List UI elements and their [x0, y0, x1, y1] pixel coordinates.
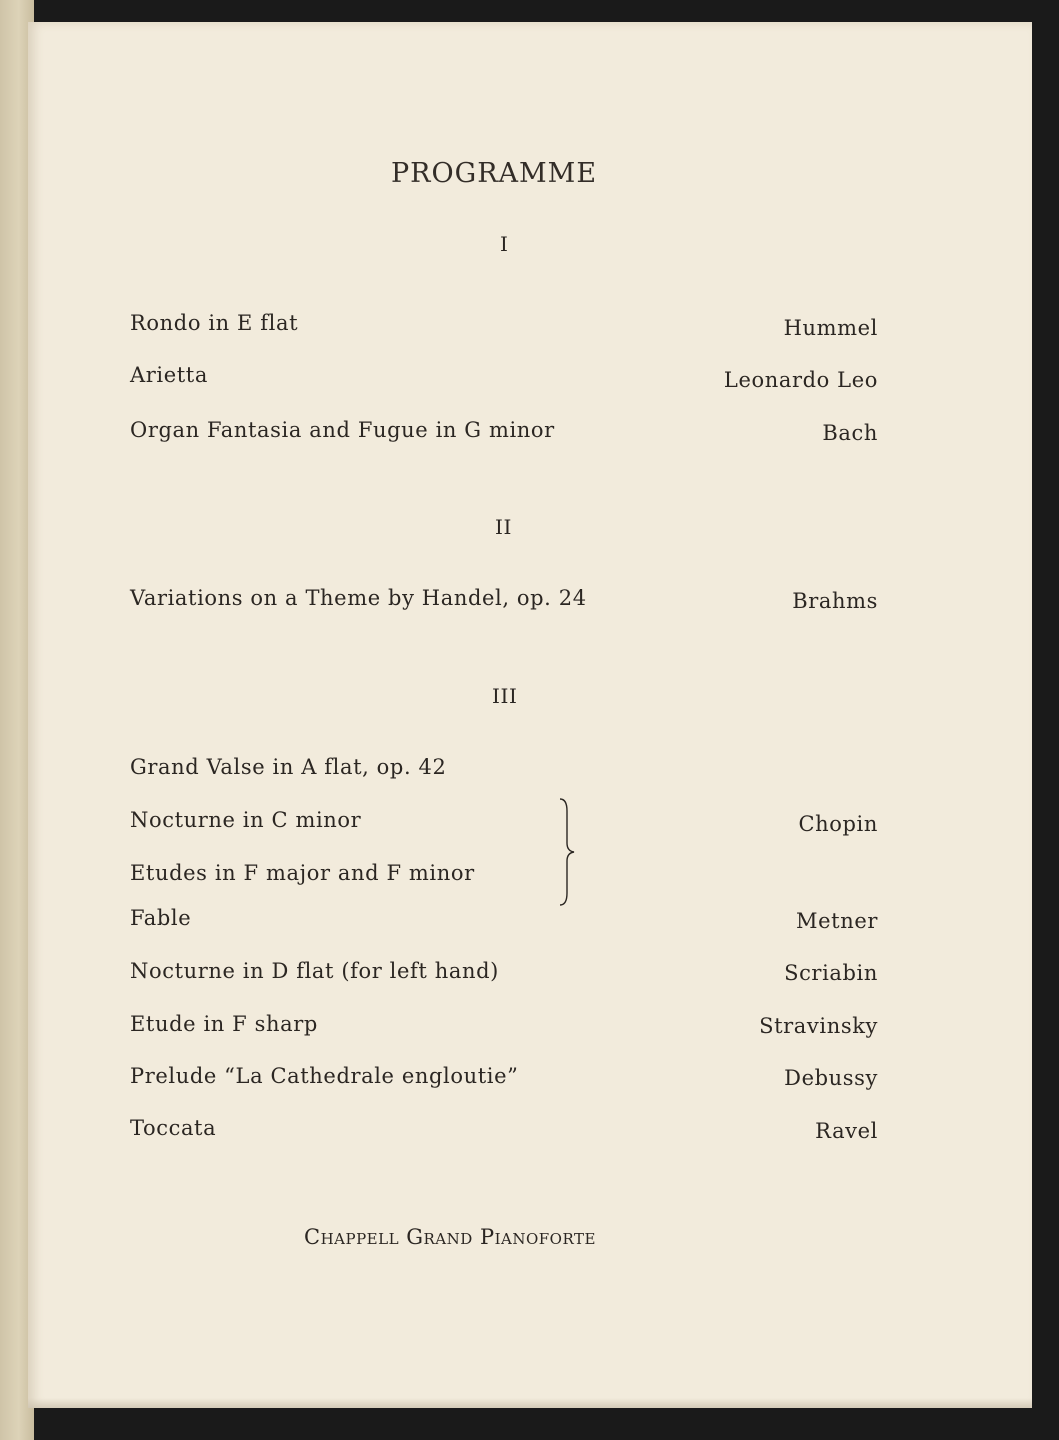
section-numeral-3: III: [492, 684, 518, 708]
programme-composer: Bach: [822, 421, 878, 445]
section-numeral-1: I: [500, 232, 509, 256]
programme-composer: Brahms: [792, 589, 878, 613]
programme-piece: Arietta: [130, 363, 208, 387]
programme-piece: Nocturne in D flat (for left hand): [130, 959, 499, 983]
page-title: PROGRAMME: [391, 158, 598, 189]
programme-piece: Rondo in E flat: [130, 311, 299, 335]
programme-page: [28, 22, 1032, 1408]
programme-piece: Etude in F sharp: [130, 1012, 318, 1036]
programme-piece: Grand Valse in A flat, op. 42: [130, 755, 447, 779]
programme-piece: Variations on a Theme by Handel, op. 24: [130, 586, 587, 610]
programme-composer: Stravinsky: [759, 1014, 878, 1038]
section-numeral-2: II: [495, 515, 513, 539]
programme-piece: Etudes in F major and F minor: [130, 861, 475, 885]
programme-piece: Nocturne in C minor: [130, 808, 362, 832]
programme-composer: Debussy: [784, 1066, 878, 1090]
programme-piece: Fable: [130, 906, 192, 930]
programme-composer: Chopin: [798, 812, 878, 836]
programme-composer: Leonardo Leo: [723, 368, 878, 392]
programme-composer: Metner: [796, 909, 878, 933]
piano-credit: Chappell Grand Pianoforte: [304, 1225, 596, 1249]
grouping-brace: [556, 797, 578, 907]
programme-composer: Scriabin: [784, 961, 878, 985]
programme-piece: Toccata: [130, 1116, 217, 1140]
programme-piece: Organ Fantasia and Fugue in G minor: [130, 418, 555, 442]
programme-composer: Ravel: [815, 1119, 878, 1143]
programme-composer: Hummel: [783, 316, 878, 340]
programme-piece: Prelude “La Cathedrale engloutie”: [130, 1064, 519, 1088]
